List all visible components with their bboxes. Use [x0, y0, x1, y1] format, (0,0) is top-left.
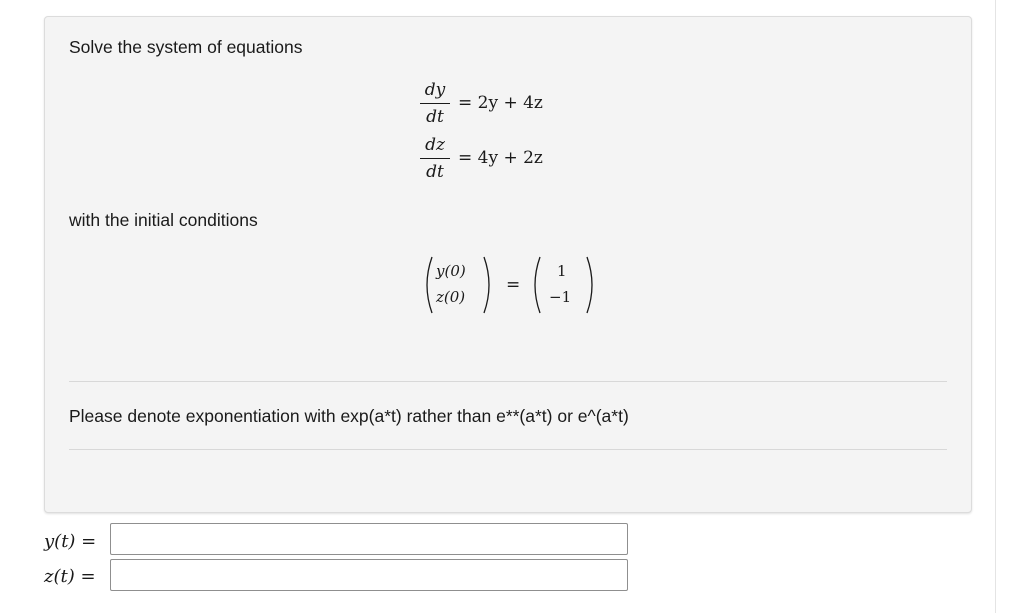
answer-z-input[interactable]: [110, 559, 628, 591]
ic-rhs-bottom: −1: [549, 288, 572, 306]
initial-conditions-equation: [422, 253, 602, 317]
fraction-dy-dt: [420, 79, 450, 128]
fraction-denominator: dt: [426, 107, 444, 127]
answer-z-label: z(t) =: [44, 566, 96, 587]
equation-2-rhs: = 4y + 2z: [458, 148, 543, 168]
fraction-numerator: dz: [425, 135, 445, 155]
question-intro: Solve the system of equations: [69, 37, 303, 57]
right-border: [995, 0, 996, 613]
ic-lhs-top: y(0): [436, 262, 466, 280]
ic-rhs-top: 1: [557, 262, 567, 280]
ic-lhs-bottom: z(0): [436, 288, 466, 306]
fraction-dz-dt: [420, 134, 450, 183]
fraction-denominator: dt: [426, 162, 444, 182]
divider-bottom: [69, 449, 947, 450]
fraction-bar: [420, 158, 450, 159]
answer-y-input[interactable]: [110, 523, 628, 555]
divider-top: [69, 381, 947, 382]
ode-system: [420, 79, 620, 189]
answer-y-label: y(t) =: [44, 531, 97, 552]
question-panel: [44, 16, 972, 513]
fraction-numerator: dy: [424, 80, 446, 100]
fraction-bar: [420, 103, 450, 104]
ic-equals: =: [506, 275, 521, 295]
equation-1-rhs: = 2y + 4z: [458, 93, 543, 113]
initial-conditions-label: with the initial conditions: [69, 210, 258, 230]
exponent-note: Please denote exponentiation with exp(a*t) rather than e**(a*t) or e^(a*t): [69, 406, 629, 426]
